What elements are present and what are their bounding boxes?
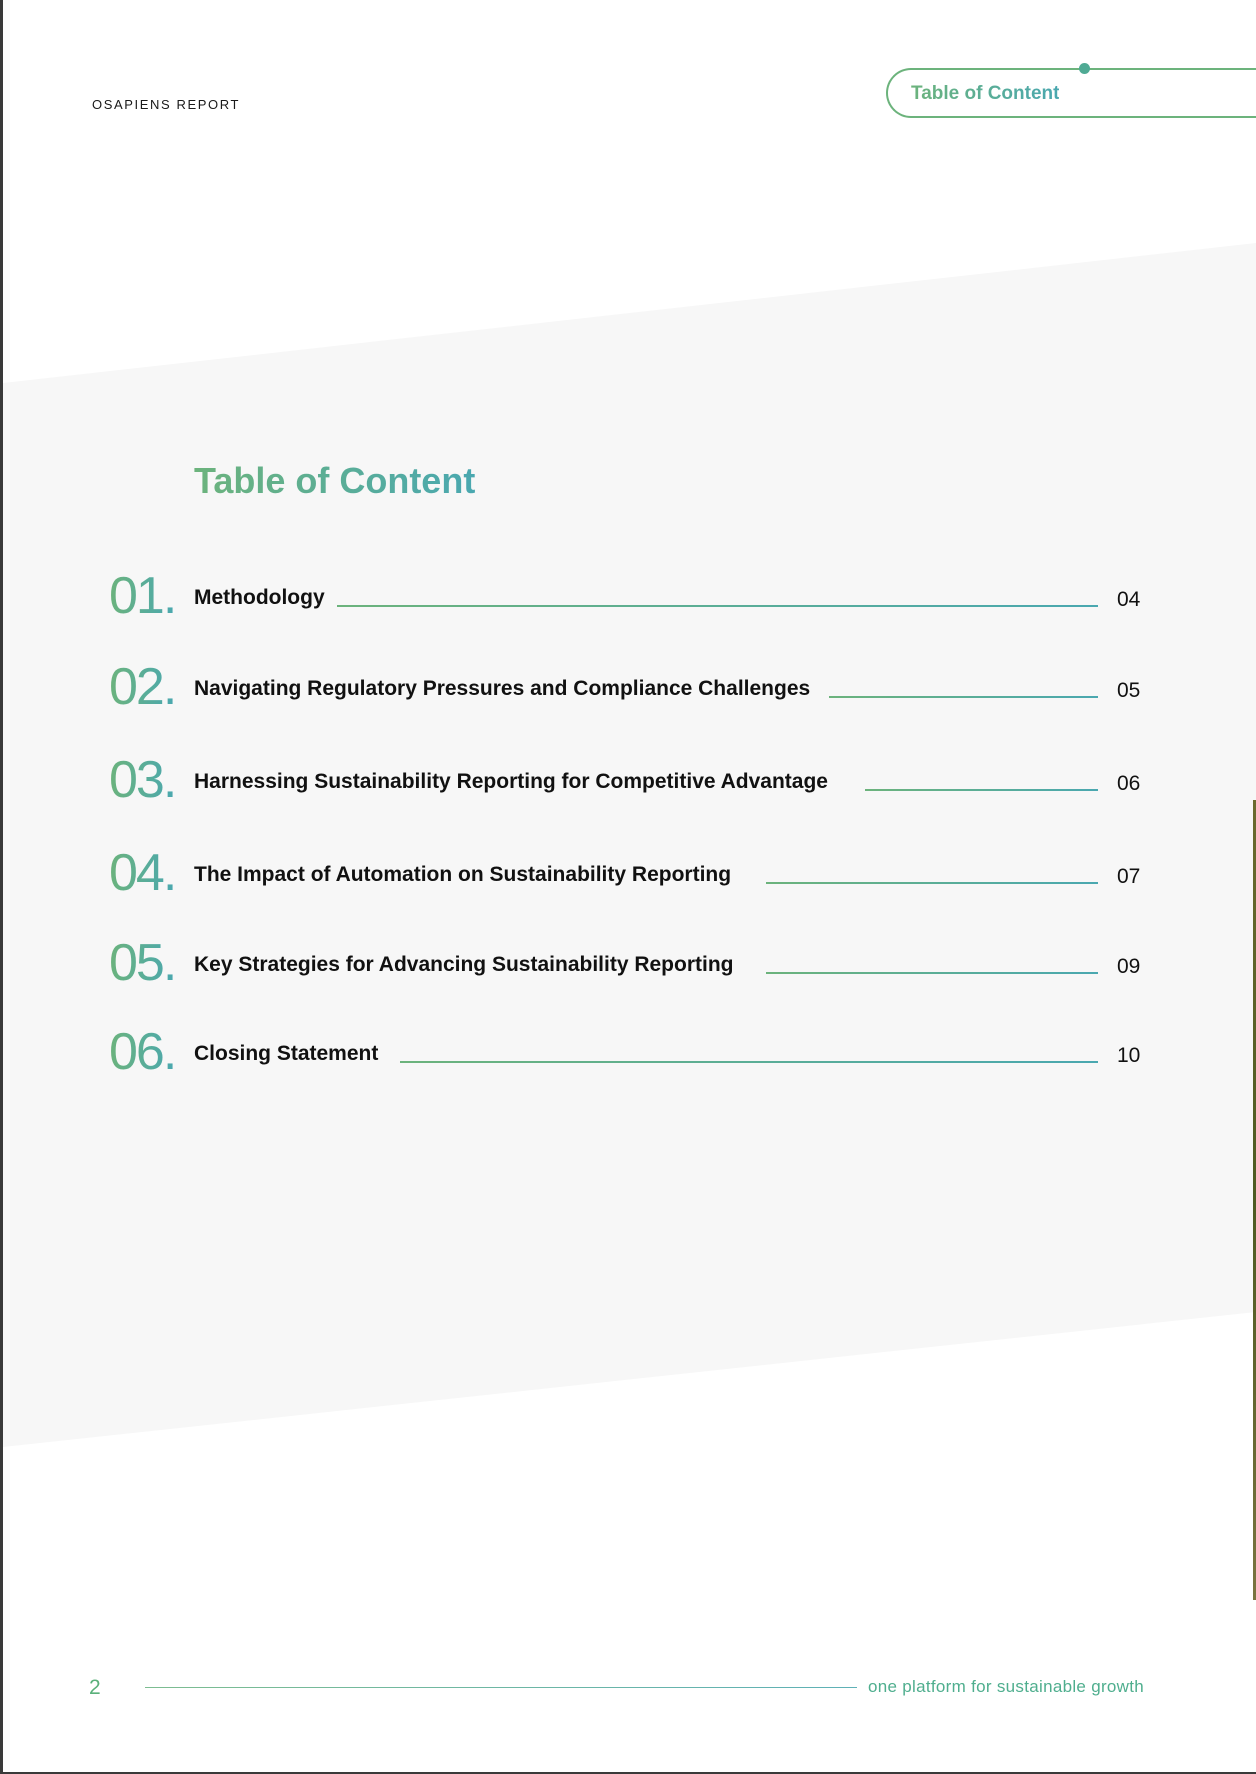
toc-title: Table of Content — [194, 460, 476, 501]
toc-entry[interactable] — [3, 845, 1256, 905]
page-number: 2 — [89, 1676, 101, 1699]
toc-entry-page: 10 — [1117, 1044, 1141, 1067]
toc-leader-line — [829, 696, 1098, 698]
toc-entry[interactable] — [3, 1024, 1256, 1084]
toc-entry-title: Navigating Regulatory Pressures and Compliance Challenges — [194, 677, 811, 700]
toc-entry-page: 09 — [1117, 955, 1141, 978]
toc-entry[interactable] — [3, 752, 1256, 812]
toc-entry-number: 06. — [109, 1023, 176, 1081]
tab-dot-icon — [1079, 63, 1090, 74]
toc-entry-page: 04 — [1117, 588, 1141, 611]
footer-divider — [145, 1687, 857, 1688]
toc-leader-line — [766, 972, 1098, 974]
toc-entry-title: Methodology — [194, 586, 325, 609]
toc-leader-line — [766, 882, 1098, 884]
toc-entry[interactable] — [3, 935, 1256, 995]
toc-entry-title: The Impact of Automation on Sustainability Reporting — [194, 863, 732, 886]
toc-leader-line — [337, 605, 1098, 607]
toc-entry-page: 05 — [1117, 679, 1141, 702]
toc-entry[interactable] — [3, 659, 1256, 719]
footer-tagline: one platform for sustainable growth — [868, 1677, 1145, 1696]
toc-entry-title: Key Strategies for Advancing Sustainability Reporting — [194, 953, 734, 976]
toc-entry-number: 02. — [109, 658, 176, 716]
toc-entry-title: Harnessing Sustainability Reporting for Competitive Advantage — [194, 770, 828, 793]
toc-entry-number: 04. — [109, 844, 176, 902]
section-tab-label: Table of Content — [911, 83, 1060, 104]
report-page — [3, 0, 1256, 1772]
toc-entry-number: 01. — [109, 567, 176, 625]
report-label: OSAPIENS REPORT — [92, 97, 241, 112]
section-tab — [886, 68, 1256, 118]
toc-entry-number: 03. — [109, 751, 176, 809]
toc-entry-page: 06 — [1117, 772, 1141, 795]
toc-entry-title: Closing Statement — [194, 1042, 379, 1065]
toc-entry-number: 05. — [109, 934, 176, 992]
toc-leader-line — [400, 1061, 1098, 1063]
toc-leader-line — [865, 789, 1098, 791]
toc-entry[interactable] — [3, 568, 1256, 628]
toc-entry-page: 07 — [1117, 865, 1141, 888]
